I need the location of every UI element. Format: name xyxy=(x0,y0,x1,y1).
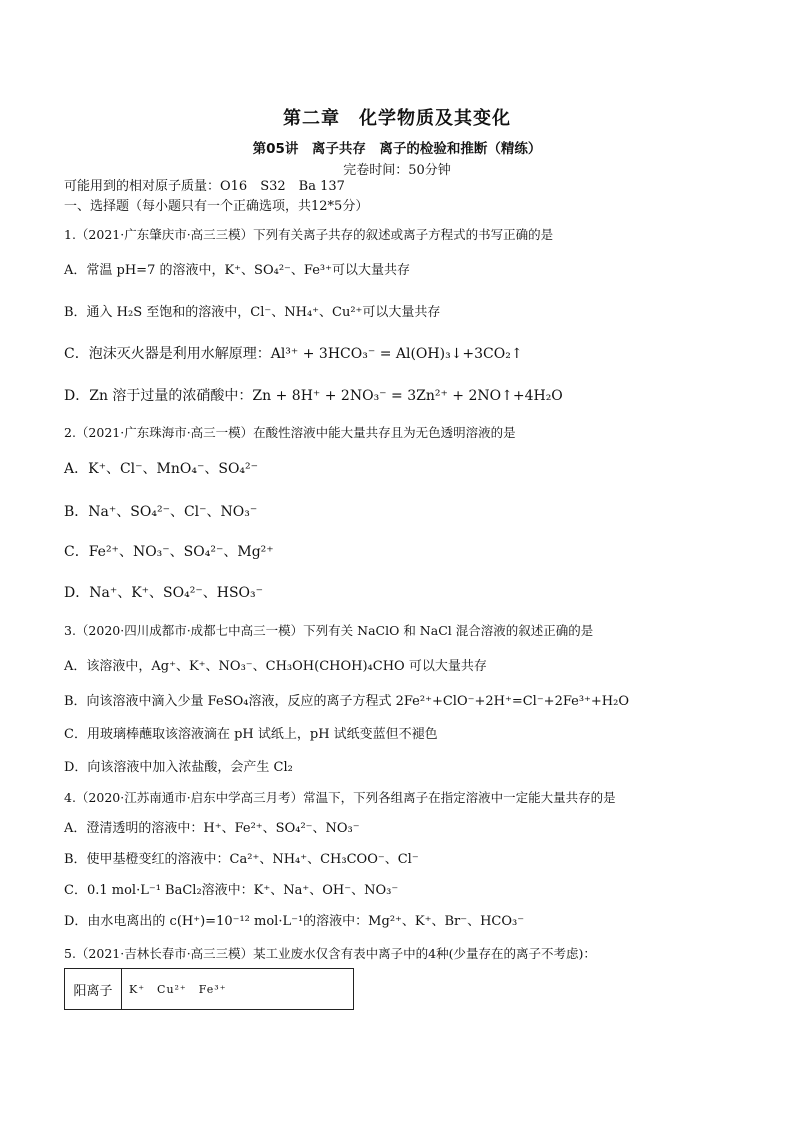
question-5-stem: 5.（2021·吉林长春市·高三三模）某工业废水仅含有表中离子中的4种(少量存在的离子不考虑)： xyxy=(64,946,596,961)
question-1-option-c: C．泡沫灭火器是利用水解原理：Al³⁺ + 3HCO₃⁻ = Al(OH)₃↓+3CO₂↑ xyxy=(64,346,523,362)
time-limit: 完卷时间：50分钟 xyxy=(343,163,451,178)
question-1-option-a: A．常温 pH=7 的溶液中，K⁺、SO₄²⁻、Fe³⁺可以大量共存 xyxy=(64,263,410,278)
question-4-stem: 4.（2020·江苏南通市·启东中学高三月考）常温下，下列各组离子在指定溶液中一定能大量共存的是 xyxy=(64,790,616,805)
question-3-option-b: B．向该溶液中滴入少量 FeSO₄溶液，反应的离子方程式 2Fe²⁺+ClO⁻+2H⁺=Cl⁻+2Fe³⁺+H₂O xyxy=(64,694,630,709)
question-2-option-c: C．Fe²⁺、NO₃⁻、SO₄²⁻、Mg²⁺ xyxy=(64,544,274,560)
question-4-option-b: B．使甲基橙变红的溶液中：Ca²⁺、NH₄⁺、CH₃COO⁻、Cl⁻ xyxy=(64,852,419,867)
question-2-stem: 2.（2021·广东珠海市·高三一模）在酸性溶液中能大量共存且为无色透明溶液的是 xyxy=(64,425,516,440)
atomic-masses: 可能用到的相对原子质量：O16 S32 Ba 137 xyxy=(64,179,345,194)
question-1-option-d: D．Zn 溶于过量的浓硝酸中：Zn + 8H⁺ + 2NO₃⁻ = 3Zn²⁺ + 2NO↑+4H₂O xyxy=(64,388,563,404)
lecture-title: 第05讲 离子共存 离子的检验和推断（精练） xyxy=(252,141,542,157)
question-2-option-b: B．Na⁺、SO₄²⁻、Cl⁻、NO₃⁻ xyxy=(64,504,258,520)
question-3-option-c: C．用玻璃棒蘸取该溶液滴在 pH 试纸上，pH 试纸变蓝但不褪色 xyxy=(64,727,438,742)
question-1-option-b: B．通入 H₂S 至饱和的溶液中，Cl⁻、NH₄⁺、Cu²⁺可以大量共存 xyxy=(64,305,441,320)
question-3-option-d: D．向该溶液中加入浓盐酸，会产生 Cl₂ xyxy=(64,760,293,775)
question-1-stem: 1.（2021·广东肇庆市·高三三模）下列有关离子共存的叙述或离子方程式的书写正确的是 xyxy=(64,227,554,242)
question-3-stem: 3.（2020·四川成都市·成都七中高三一模）下列有关 NaClO 和 NaCl 混合溶液的叙述正确的是 xyxy=(64,623,594,638)
ion-table-label: 阳离子 xyxy=(65,969,122,1009)
question-4-option-a: A．澄清透明的溶液中：H⁺、Fe²⁺、SO₄²⁻、NO₃⁻ xyxy=(64,821,360,836)
section-heading: 一、选择题（每小题只有一个正确选项，共12*5分） xyxy=(64,199,369,214)
chapter-title: 第二章 化学物质及其变化 xyxy=(283,108,511,129)
question-4-option-c: C．0.1 mol·L⁻¹ BaCl₂溶液中：K⁺、Na⁺、OH⁻、NO₃⁻ xyxy=(64,883,399,898)
ion-table-cations: K⁺ Cu²⁺ Fe³⁺ xyxy=(129,983,227,996)
question-2-option-a: A．K⁺、Cl⁻、MnO₄⁻、SO₄²⁻ xyxy=(64,461,259,477)
question-2-option-d: D．Na⁺、K⁺、SO₄²⁻、HSO₃⁻ xyxy=(64,585,264,601)
question-3-option-a: A．该溶液中，Ag⁺、K⁺、NO₃⁻、CH₃OH(CHOH)₄CHO 可以大量共存 xyxy=(64,659,487,674)
ion-table xyxy=(64,968,354,1010)
question-4-option-d: D．由水电离出的 c(H⁺)=10⁻¹² mol·L⁻¹的溶液中：Mg²⁺、K⁺、Br⁻、HCO₃⁻ xyxy=(64,914,525,929)
